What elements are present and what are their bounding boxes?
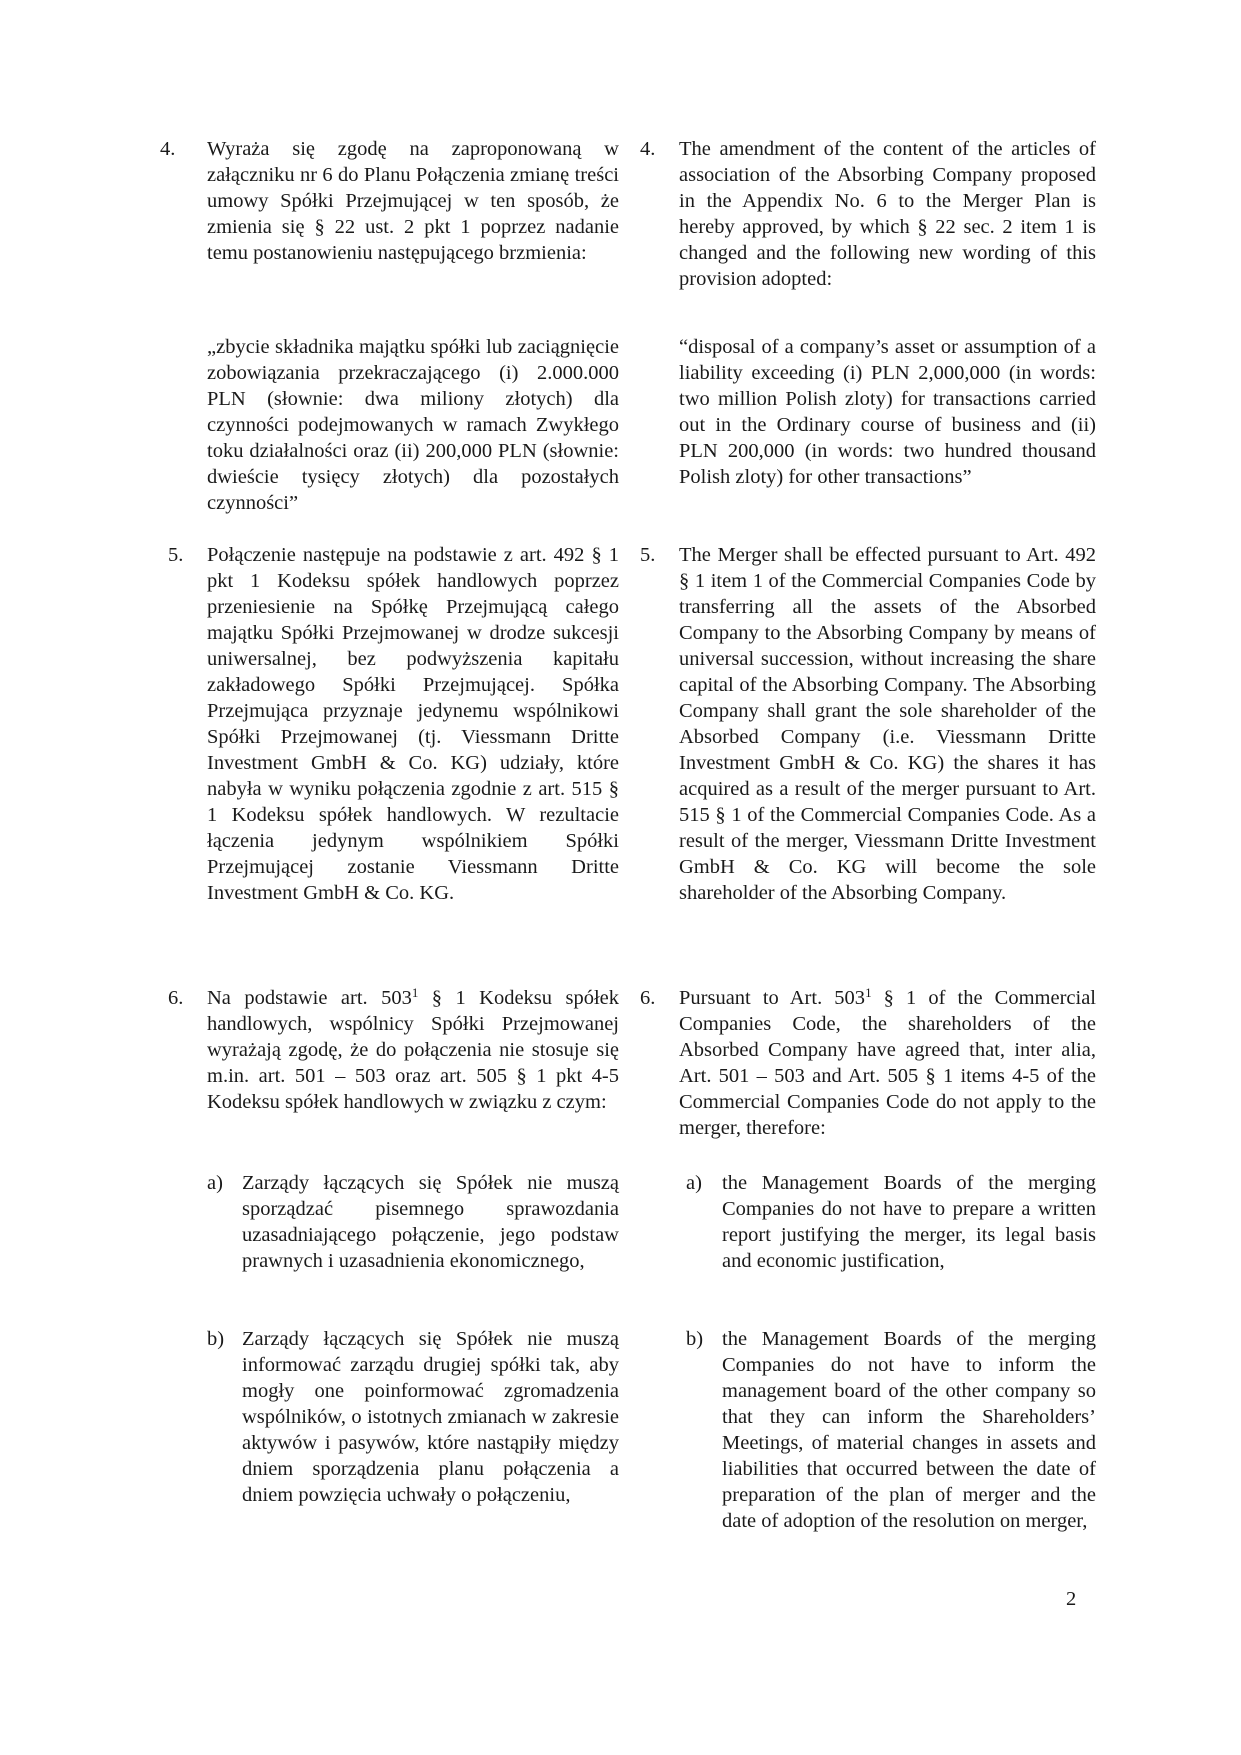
section-6-text-en: Pursuant to Art. $503^1$ § 1 of the Commercial Companies Code, the shareholders of the Absorbed Company have agreed that, inter alia, Art. 501 – 503 and Art. 505 § 1 items 4-5 of the Commercial Companies Code do not apply to the merger, therefore: <box>679 985 1096 1139</box>
item-b-text-en: the Management Boards of the merging Companies do not have to inform the management board of the other company so that they can inform the Shareholders’ Meetings, of material changes in assets and liabilities that occurred between the date of preparation of the plan of merger and the date of adoption of the resolution on merger, <box>722 1328 1096 1532</box>
section-4-text-en: The amendment of the content of the articles of association of the Absorbing Company proposed in the Appendix No. 6 to the Merger Plan is hereby approved, by which § 22 sec. 2 item 1 is changed and the following new wording of this provision adopted: <box>679 138 1096 290</box>
item-b-label-pl: b) <box>207 1328 225 1350</box>
section-6-number-pl: 6. <box>168 987 184 1009</box>
section-4-quote-en: “disposal of a company’s asset or assumption of a liability exceeding (i) PLN 2,000,000 (in words: two million Polish zloty) for transactions carried out in the Ordinary course of business and (ii) PLN 200,000 (in words: two hundred thousand Polish zloty) for other transactions” <box>679 336 1096 488</box>
section-5-number-en: 5. <box>640 544 656 566</box>
section-4-quote-pl: „zbycie składnika majątku spółki lub zaciągnięcie zobowiązania przekraczającego (i) 2.000.000 PLN (słownie: dwa miliony złotych) dla czynności podejmowanych w ramach Zwykłego toku działalności oraz (ii) 200,000 PLN (słownie: dwieście tysięcy złotych) dla pozostałych czynności” <box>207 336 619 514</box>
section-5-text-en: The Merger shall be effected pursuant to Art. 492 § 1 item 1 of the Commercial Companies Code by transferring all the assets of the Absorbed Company to the Absorbing Company by means of universal succession, without increasing the share capital of the Absorbing Company. The Absorbing Company shall grant the sole shareholder of the Absorbed Company (i.e. Viessmann Dritte Investment GmbH & Co. KG) the shares it has acquired as a result of the merger pursuant to Art. 515 § 1 of the Commercial Companies Code. As a result of the merger, Viessmann Dritte Investment GmbH & Co. KG will become the sole shareholder of the Absorbing Company. <box>679 544 1096 904</box>
section-6-number-en: 6. <box>640 987 656 1009</box>
section-6-text-pl: Na podstawie art. $503^1$ § 1 Kodeksu spółek handlowych, wspólnicy Spółki Przejmowanej wyrażają zgodę, że do połączenia nie stosuje się m.in. art. 501 – 503 oraz art. 505 § 1 pkt 4-5 Kodeksu spółek handlowych w związku z czym: <box>207 985 619 1113</box>
section-5-number-pl: 5. <box>168 544 184 566</box>
item-a-label-en: a) <box>686 1172 702 1194</box>
item-b-text-pl: Zarządy łączących się Spółek nie muszą informować zarządu drugiej spółki tak, aby mogły one poinformować zgromadzenia wspólników, o istotnych zmianach w zakresie aktywów i pasywów, które nastąpiły między dniem sporządzenia planu połączenia a dniem powzięcia uchwały o połączeniu, <box>242 1328 619 1506</box>
page-number: 2 <box>1066 1588 1077 1610</box>
item-a-text-pl: Zarządy łączących się Spółek nie muszą sporządzać pisemnego sprawozdania uzasadniającego połączenie, jego podstaw prawnych i uzasadnienia ekonomicznego, <box>242 1172 619 1272</box>
item-b-label-en: b) <box>686 1328 704 1350</box>
section-4-number-pl: 4. <box>160 138 176 160</box>
section-5-text-pl: Połączenie następuje na podstawie z art. 492 § 1 pkt 1 Kodeksu spółek handlowych poprzez przeniesienie na Spółkę Przejmującą całego majątku Spółki Przejmowanej w drodze sukcesji uniwersalnej, bez podwyższenia kapitału zakładowego Spółki Przejmującej. Spółka Przejmująca przyznaje jedynemu wspólnikowi Spółki Przejmowanej (tj. Viessmann Dritte Investment GmbH & Co. KG) udziały, które nabyła w wyniku połączenia zgodnie z art. 515 § 1 Kodeksu spółek handlowych. W rezultacie łączenia jedynym wspólnikiem Spółki Przejmującej zostanie Viessmann Dritte Investment GmbH & Co. KG. <box>207 544 619 904</box>
section-4-text-pl: Wyraża się zgodę na zaproponowaną w załączniku nr 6 do Planu Połączenia zmianę treści umowy Spółki Przejmującej w ten sposób, że zmienia się § 22 ust. 2 pkt 1 poprzez nadanie temu postanowieniu następującego brzmienia: <box>207 138 619 264</box>
section-4-number-en: 4. <box>640 138 656 160</box>
item-a-label-pl: a) <box>207 1172 223 1194</box>
item-a-text-en: the Management Boards of the merging Companies do not have to prepare a written report justifying the merger, its legal basis and economic justification, <box>722 1172 1096 1272</box>
